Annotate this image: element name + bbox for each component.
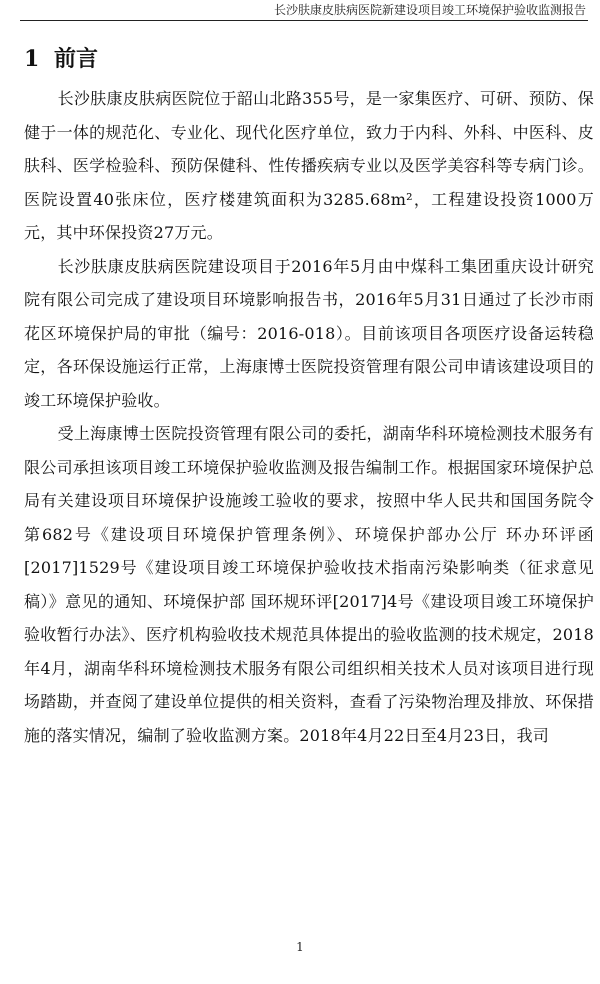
running-header: 长沙肤康皮肤病医院新建设项目竣工环境保护验收监测报告 [273,3,586,17]
body-text [24,82,594,752]
section-number: 1 [24,46,40,72]
paragraph-3: 受上海康博士医院投资管理有限公司的委托，湖南华科环境检测技术服务有限公司承担该项目竣工环境保护验收监测及报告编制工作。根据国家环境保护总局有关建设项目环境保护设施竣工验收的要求，按照中华人民共和国国务院令 第682号《建设项目环境保护管理条例》、环境保护部办公厅 环办环评函[2017]1529号《建设项目竣工环境保护验收技术指南污染影响类（征求意见稿）》意见的通知、环境保护部 国环规环评[2017]4号《建设项目竣工环境保护验收暂行办法》、医疗机构验收技术规范具体提出的验收监测的技术规定，2018年4月，湖南华科环境检测技术服务有限公司组织相关技术人员对该项目进行现场踏勘，并查阅了建设单位提供的相关资料，查看了污染物治理及排放、环保措施的落实情况，编制了验收监测方案。2018年4月22日至4月23日，我司 [24,424,594,745]
paragraph-1: 长沙肤康皮肤病医院位于韶山北路355号，是一家集医疗、可研、预防、保健于一体的规范化、专业化、现代化医疗单位，致力于内科、外科、中医科、皮肤科、医学检验科、预防保健科、性传播疾病专业以及医学美容科等专病门诊。医院设置40张床位，医疗楼建筑面积为3285.68m²，工程建设投资1000万元，其中环保投资27万元。 [24,89,594,242]
paragraph-2: 长沙肤康皮肤病医院建设项目于2016年5月由中煤科工集团重庆设计研究院有限公司完成了建设项目环境影响报告书，2016年5月31日通过了长沙市雨花区环境保护局的审批（编号：2016-018）。目前该项目各项医疗设备运转稳定，各环保设施运行正常，上海康博士医院投资管理有限公司申请该建设项目的竣工环境保护验收。 [24,256,594,410]
page-number: 1 [296,940,304,954]
section-title-text: 前言 [54,46,99,72]
section-title [24,44,98,74]
header-rule [20,20,588,21]
